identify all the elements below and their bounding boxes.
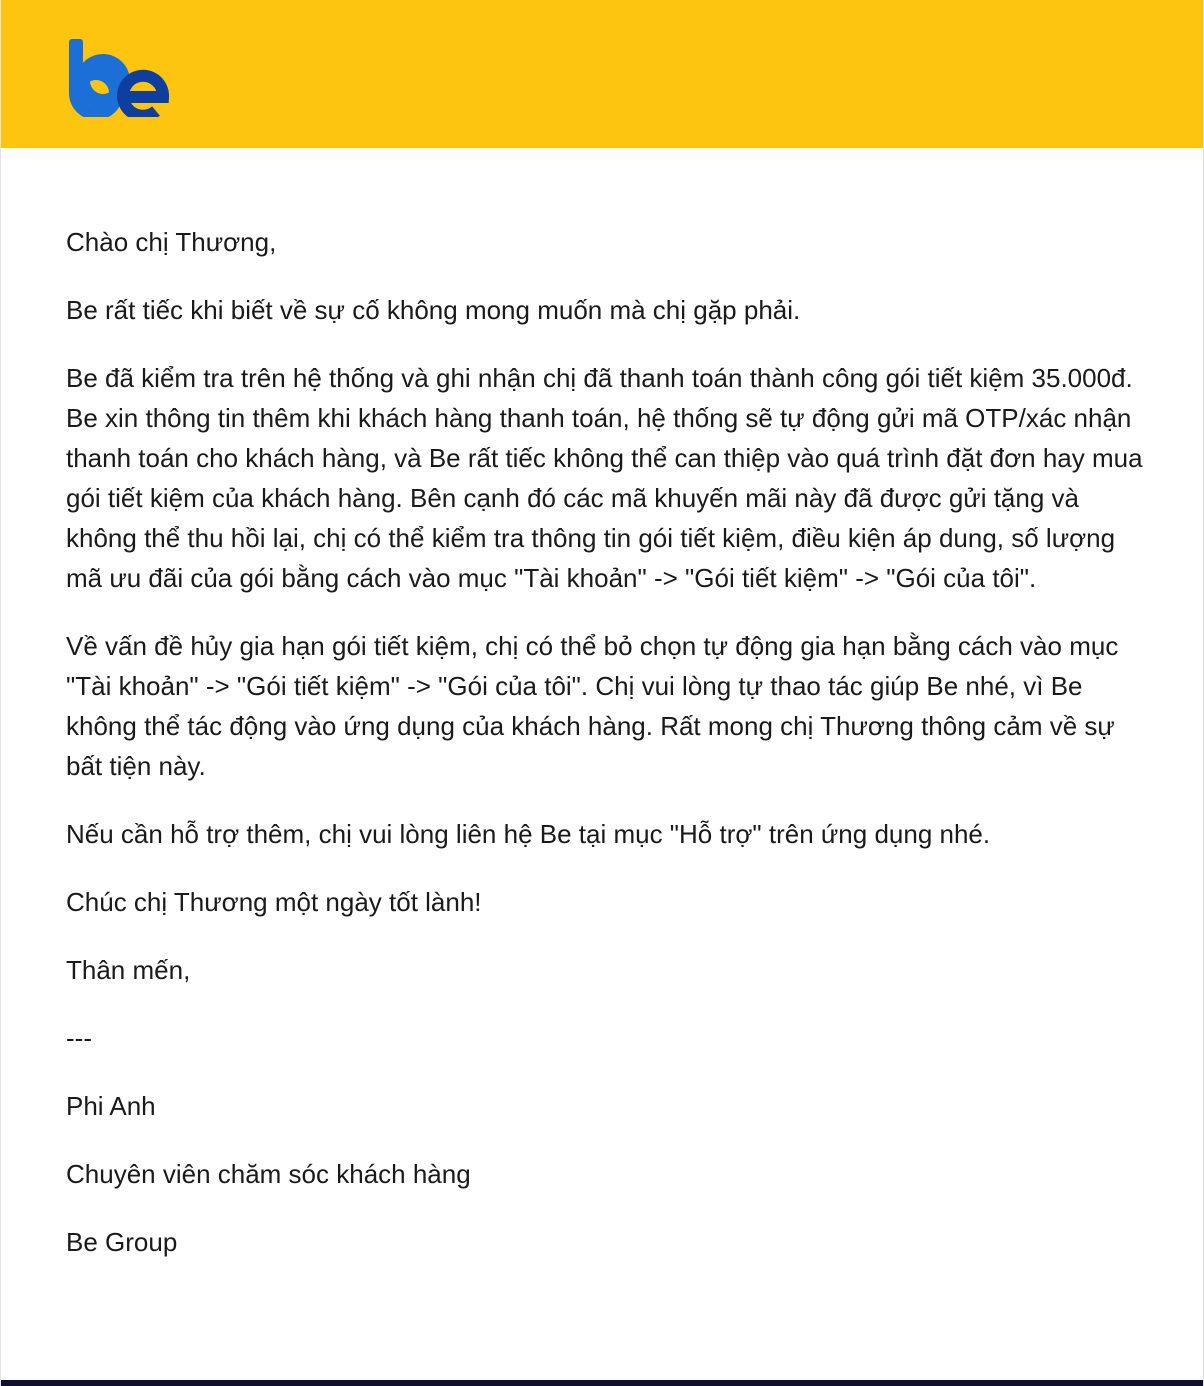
signature-company: Be Group bbox=[66, 1227, 178, 1257]
greeting: Chào chị Thương, bbox=[66, 227, 277, 257]
paragraph-support: Nếu cần hỗ trợ thêm, chị vui lòng liên hệ Be tại mục "Hỗ trợ" trên ứng dụng nhé. bbox=[66, 819, 991, 849]
paragraph-cancel-renewal: Về vấn đề hủy gia hạn gói tiết kiệm, chị có thể bỏ chọn tự động gia hạn bằng cách vào mục "Tài khoản" -> "Gói tiết kiệm" -> "Gói của tôi". Chị vui lòng tự thao tác giúp Be nhé, vì Be không thể tác động vào ứng dụng của khách hàng. Rất mong chị Thương thông cảm về sự bất tiện này. bbox=[66, 631, 1119, 781]
be-logo bbox=[67, 37, 169, 117]
signature-title: Chuyên viên chăm sóc khách hàng bbox=[66, 1159, 471, 1189]
signature-name: Phi Anh bbox=[66, 1091, 156, 1121]
email-header bbox=[1, 0, 1203, 148]
footer-bar bbox=[1, 1380, 1203, 1386]
paragraph-wishes: Chúc chị Thương một ngày tốt lành! bbox=[66, 887, 482, 917]
closing: Thân mến, bbox=[66, 955, 191, 985]
email-body bbox=[66, 222, 1146, 1290]
paragraph-apology: Be rất tiếc khi biết về sự cố không mong muốn mà chị gặp phải. bbox=[66, 295, 801, 325]
paragraph-payment-details: Be đã kiểm tra trên hệ thống và ghi nhận chị đã thanh toán thành công gói tiết kiệm 35.000đ. Be xin thông tin thêm khi khách hàng thanh toán, hệ thống sẽ tự động gửi mã OTP/xác nhận thanh toán cho khách hàng, và Be rất tiếc không thể can thiệp vào quá trình đặt đơn hay mua gói tiết kiệm của khách hàng. Bên cạnh đó các mã khuyến mãi này đã được gửi tặng và không thể thu hồi lại, chị có thể kiểm tra thông tin gói tiết kiệm, điều kiện áp dung, số lượng mã ưu đãi của gói bằng cách vào mục "Tài khoản" -> "Gói tiết kiệm" -> "Gói của tôi". bbox=[66, 363, 1143, 593]
signature-separator: --- bbox=[66, 1023, 92, 1053]
